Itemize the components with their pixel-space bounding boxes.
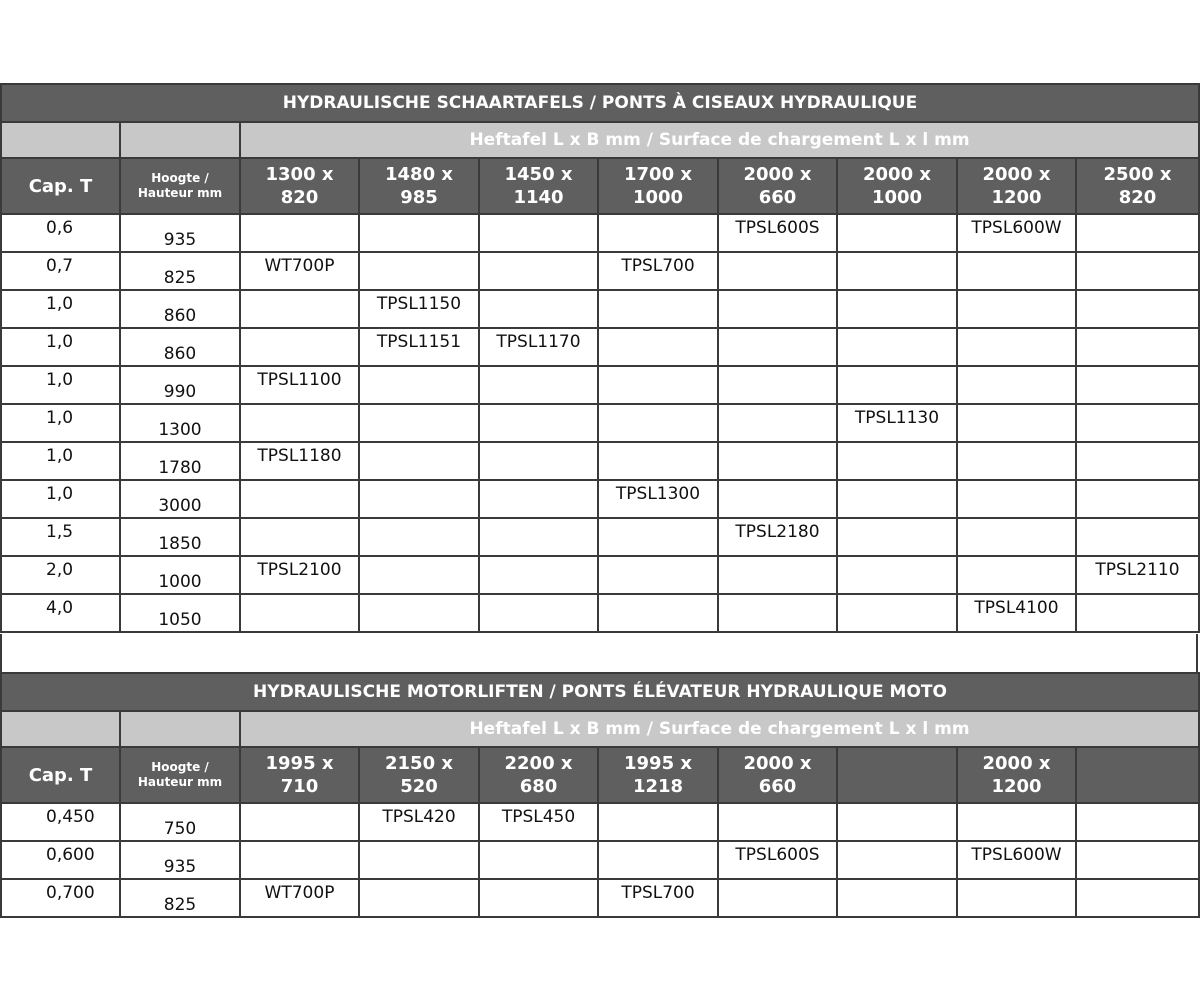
model-cell [479,442,598,480]
model-cell [957,803,1076,841]
model-cell [837,328,957,366]
model-cell [240,803,359,841]
size-header [1076,747,1199,803]
capacity-header: Cap. T [1,747,120,803]
size-header: 1450 x 1140 [479,158,598,214]
model-cell [837,879,957,917]
table-row [1,252,1199,290]
model-cell: TPSL1130 [837,404,957,442]
capacity-cell: 1,0 [1,404,120,442]
model-cell [598,404,718,442]
capacity-cell: 2,0 [1,556,120,594]
height-cell: 935 [120,841,240,879]
model-cell: TPSL4100 [957,594,1076,632]
height-cell: 990 [120,366,240,404]
model-cell [837,841,957,879]
height-cell: 1050 [120,594,240,632]
size-header: 2000 x 1000 [837,158,957,214]
model-cell [1076,803,1199,841]
table-row [1,879,1199,917]
model-cell [718,404,837,442]
model-cell: TPSL1170 [479,328,598,366]
model-cell [479,252,598,290]
size-header: 1995 x 710 [240,747,359,803]
model-cell [479,594,598,632]
model-cell [479,556,598,594]
model-cell [359,594,479,632]
capacity-cell: 0,450 [1,803,120,841]
model-cell [837,518,957,556]
height-cell: 825 [120,252,240,290]
model-cell [718,556,837,594]
model-cell [837,252,957,290]
table-row [1,328,1199,366]
model-cell [718,480,837,518]
model-cell [359,442,479,480]
model-cell [479,841,598,879]
model-cell [359,480,479,518]
model-cell [240,290,359,328]
model-cell [837,594,957,632]
model-cell [359,404,479,442]
dimension-span-header: Heftafel L x B mm / Surface de chargement L x l mm [240,122,1199,158]
model-cell: TPSL1150 [359,290,479,328]
size-header: 2000 x 660 [718,158,837,214]
height-cell: 1850 [120,518,240,556]
table-row [1,594,1199,632]
table-title: HYDRAULISCHE SCHAARTAFELS / PONTS À CISEAUX HYDRAULIQUE [1,84,1199,122]
model-cell [359,518,479,556]
height-header: Hoogte / Hauteur mm [120,747,240,803]
model-cell: TPSL1100 [240,366,359,404]
moto-lifts-table [0,672,1200,918]
model-cell [718,803,837,841]
model-cell [598,556,718,594]
model-cell: TPSL2180 [718,518,837,556]
capacity-cell: 0,600 [1,841,120,879]
model-cell: WT700P [240,252,359,290]
model-cell [957,442,1076,480]
model-cell [957,290,1076,328]
capacity-cell: 1,0 [1,442,120,480]
capacity-cell: 1,0 [1,366,120,404]
model-cell: TPSL700 [598,252,718,290]
model-cell [598,290,718,328]
size-header: 1995 x 1218 [598,747,718,803]
size-header: 1300 x 820 [240,158,359,214]
model-cell [837,803,957,841]
model-cell [957,518,1076,556]
model-cell: TPSL450 [479,803,598,841]
model-cell [1076,328,1199,366]
height-cell: 1300 [120,404,240,442]
model-cell [1076,442,1199,480]
capacity-cell: 0,7 [1,252,120,290]
capacity-cell: 0,6 [1,214,120,252]
model-cell [1076,404,1199,442]
model-cell [1076,290,1199,328]
table-row [1,480,1199,518]
size-header: 2200 x 680 [479,747,598,803]
table-row [1,214,1199,252]
model-cell [479,290,598,328]
model-cell [359,879,479,917]
model-cell [1076,214,1199,252]
model-cell [837,556,957,594]
table-row [1,442,1199,480]
table-row [1,518,1199,556]
size-header: 1480 x 985 [359,158,479,214]
model-cell: TPSL600S [718,841,837,879]
table-separator [0,634,1198,672]
height-cell: 1780 [120,442,240,480]
size-header: 2000 x 660 [718,747,837,803]
model-cell [718,442,837,480]
model-cell [718,290,837,328]
model-cell [479,404,598,442]
empty-header-cell [1,711,120,747]
model-cell [479,480,598,518]
model-cell [837,366,957,404]
model-cell: TPSL2110 [1076,556,1199,594]
height-cell: 3000 [120,480,240,518]
model-cell [598,366,718,404]
height-cell: 860 [120,328,240,366]
dimension-span-header: Heftafel L x B mm / Surface de chargement L x l mm [240,711,1199,747]
model-cell [837,290,957,328]
model-cell: TPSL600W [957,214,1076,252]
capacity-cell: 1,0 [1,290,120,328]
model-cell [479,518,598,556]
model-cell [598,214,718,252]
capacity-cell: 1,0 [1,480,120,518]
model-cell [598,841,718,879]
model-cell [240,480,359,518]
model-cell [240,518,359,556]
model-cell [240,328,359,366]
model-cell [718,879,837,917]
model-cell [837,442,957,480]
model-cell [718,252,837,290]
model-cell [240,841,359,879]
size-header [837,747,957,803]
size-header: 2000 x 1200 [957,747,1076,803]
height-cell: 860 [120,290,240,328]
model-cell [957,480,1076,518]
table-title: HYDRAULISCHE MOTORLIFTEN / PONTS ÉLÉVATEUR HYDRAULIQUE MOTO [1,673,1199,711]
model-cell: WT700P [240,879,359,917]
capacity-header: Cap. T [1,158,120,214]
model-cell [1076,518,1199,556]
table-row [1,803,1199,841]
model-cell [1076,366,1199,404]
table-row [1,404,1199,442]
model-cell [240,594,359,632]
model-cell [718,366,837,404]
model-cell [598,328,718,366]
height-cell: 1000 [120,556,240,594]
model-cell: TPSL420 [359,803,479,841]
model-cell [837,214,957,252]
model-cell [957,252,1076,290]
model-cell [479,214,598,252]
empty-header-cell [120,122,240,158]
model-cell: TPSL2100 [240,556,359,594]
scissor-tables-table [0,83,1200,633]
model-cell [359,252,479,290]
size-header: 2150 x 520 [359,747,479,803]
capacity-cell: 1,0 [1,328,120,366]
model-cell [598,518,718,556]
model-cell [957,328,1076,366]
height-cell: 825 [120,879,240,917]
model-cell [837,480,957,518]
table-row [1,290,1199,328]
height-header: Hoogte / Hauteur mm [120,158,240,214]
size-header: 2500 x 820 [1076,158,1199,214]
column-header-row [1,158,1199,214]
model-cell [1076,480,1199,518]
model-cell [718,594,837,632]
model-cell [957,366,1076,404]
table-row [1,556,1199,594]
model-cell [479,366,598,404]
model-cell [1076,841,1199,879]
model-cell [957,556,1076,594]
model-cell [598,442,718,480]
height-cell: 935 [120,214,240,252]
table-row [1,841,1199,879]
capacity-cell: 4,0 [1,594,120,632]
model-cell [957,404,1076,442]
model-cell [359,214,479,252]
model-cell [359,366,479,404]
model-cell [359,841,479,879]
model-cell [359,556,479,594]
height-cell: 750 [120,803,240,841]
model-cell: TPSL1300 [598,480,718,518]
model-cell [718,328,837,366]
model-cell [1076,594,1199,632]
column-header-row [1,747,1199,803]
model-cell [598,803,718,841]
model-cell [598,594,718,632]
model-cell [957,879,1076,917]
model-cell: TPSL700 [598,879,718,917]
model-cell: TPSL600W [957,841,1076,879]
model-cell: TPSL1180 [240,442,359,480]
model-cell: TPSL1151 [359,328,479,366]
capacity-cell: 0,700 [1,879,120,917]
model-cell [240,404,359,442]
empty-header-cell [120,711,240,747]
size-header: 2000 x 1200 [957,158,1076,214]
model-cell: TPSL600S [718,214,837,252]
size-header: 1700 x 1000 [598,158,718,214]
model-cell [1076,879,1199,917]
model-cell [1076,252,1199,290]
table-row [1,366,1199,404]
model-cell [479,879,598,917]
empty-header-cell [1,122,120,158]
model-cell [240,214,359,252]
capacity-cell: 1,5 [1,518,120,556]
